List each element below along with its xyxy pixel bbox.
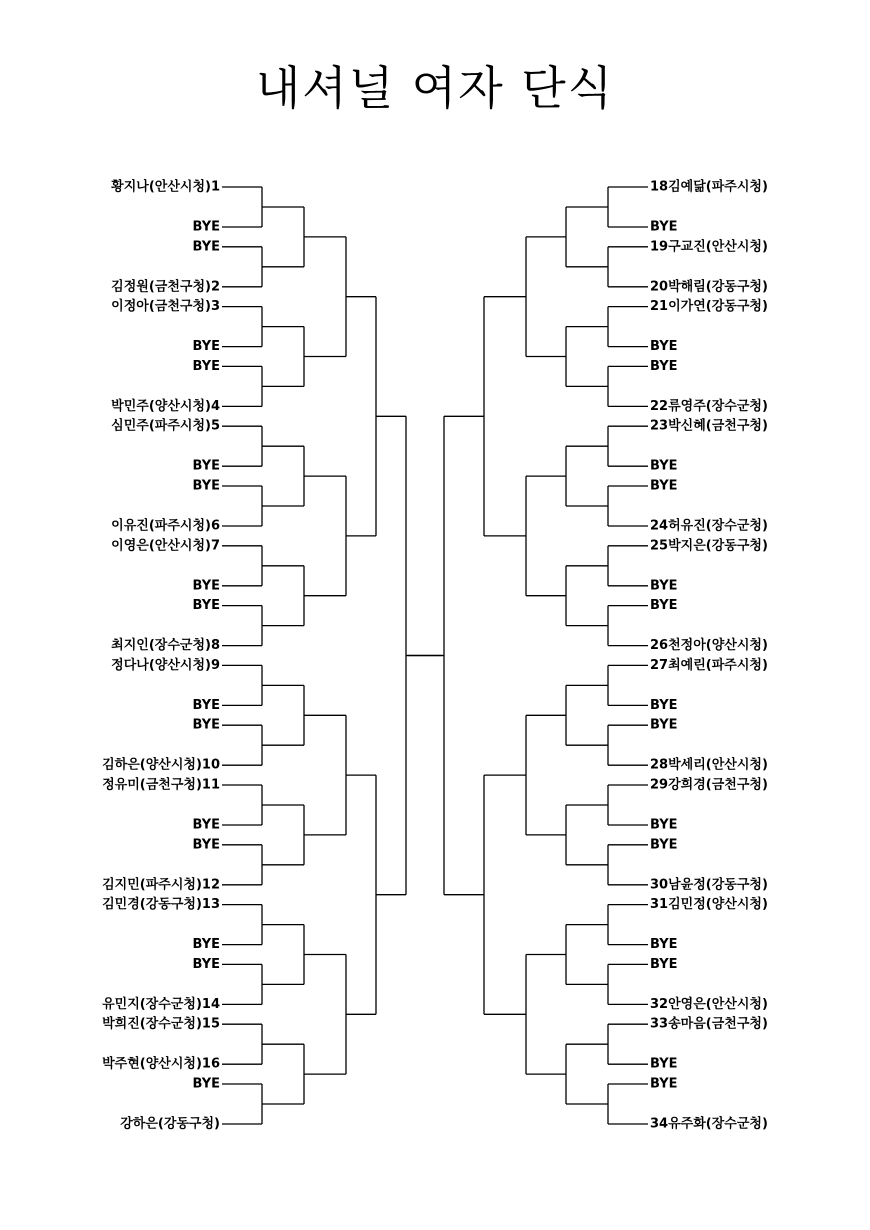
player-label-left: BYE <box>192 956 220 972</box>
player-label-right: 20박해림(강동구청) <box>650 279 768 295</box>
player-label-left: 정다나(양산시청)9 <box>111 657 220 673</box>
player-label-right: 27최예린(파주시청) <box>650 657 768 673</box>
player-label-left: BYE <box>192 578 220 594</box>
player-label-left: 유민지(장수군청)14 <box>102 996 220 1012</box>
player-label-right: 19구교진(안산시청) <box>650 239 768 255</box>
player-label-left: 심민주(파주시청)5 <box>111 418 220 434</box>
player-label-left: BYE <box>192 219 220 235</box>
player-label-right: BYE <box>650 1056 678 1072</box>
player-label-right: BYE <box>650 478 678 494</box>
player-label-left: BYE <box>192 1076 220 1092</box>
player-label-right: 22류영주(장수군청) <box>650 398 768 414</box>
player-label-left: BYE <box>192 478 220 494</box>
player-label-right: 24허유진(장수군청) <box>650 518 768 534</box>
bracket-lines <box>222 187 648 1124</box>
player-label-right: 23박신혜(금천구청) <box>650 418 768 434</box>
page-title: 내셔널 여자 단식 <box>255 61 615 115</box>
player-label-left: 최지인(장수군청)8 <box>111 638 220 654</box>
player-label-left: BYE <box>192 458 220 474</box>
player-label-left: 박민주(양산시청)4 <box>111 398 220 414</box>
player-label-left: BYE <box>192 837 220 853</box>
player-label-right: 25박지은(강동구청) <box>650 538 768 554</box>
player-label-left: BYE <box>192 817 220 833</box>
player-label-right: 18김예닮(파주시청) <box>650 179 768 195</box>
player-label-right: BYE <box>650 937 678 953</box>
player-label-right: 32안영은(안산시청) <box>650 996 768 1012</box>
player-label-right: 34유주화(장수군청) <box>650 1116 768 1132</box>
player-label-left: BYE <box>192 358 220 374</box>
player-label-left: BYE <box>192 717 220 733</box>
player-label-right: BYE <box>650 837 678 853</box>
player-label-left: BYE <box>192 339 220 355</box>
player-label-left: BYE <box>192 598 220 614</box>
player-label-right: BYE <box>650 598 678 614</box>
player-label-right: BYE <box>650 578 678 594</box>
player-label-right: 29강희경(금천구청) <box>650 777 768 793</box>
player-label-left: 김하은(양산시청)10 <box>102 757 220 773</box>
player-label-left: 이영은(안산시청)7 <box>111 538 220 554</box>
player-label-right: BYE <box>650 956 678 972</box>
player-label-left: 김지민(파주시청)12 <box>102 877 220 893</box>
player-label-right: BYE <box>650 817 678 833</box>
player-label-left: 김민경(강동구청)13 <box>102 897 220 913</box>
player-label-right: 33송마음(금천구청) <box>650 1016 768 1032</box>
player-label-left: 김정원(금천구청)2 <box>111 279 220 295</box>
player-label-left: 정유미(금천구청)11 <box>102 777 220 793</box>
player-label-left: 황지나(안산시청)1 <box>111 179 220 195</box>
player-label-right: BYE <box>650 339 678 355</box>
player-label-right: BYE <box>650 458 678 474</box>
player-label-left: BYE <box>192 239 220 255</box>
player-label-right: 30남윤정(강동구청) <box>650 877 768 893</box>
player-label-right: BYE <box>650 358 678 374</box>
player-label-right: 26천정아(양산시청) <box>650 638 768 654</box>
player-label-left: 이유진(파주시청)6 <box>111 518 220 534</box>
player-label-left: BYE <box>192 697 220 713</box>
player-label-right: 31김민정(양산시청) <box>650 897 768 913</box>
player-label-right: BYE <box>650 697 678 713</box>
player-label-right: 28박세리(안산시청) <box>650 757 768 773</box>
player-label-left: 이정아(금천구청)3 <box>111 299 220 315</box>
player-label-left: 박희진(장수군청)15 <box>102 1016 220 1032</box>
player-label-left: BYE <box>192 937 220 953</box>
player-label-left: 강하은(강동구청) <box>120 1116 220 1132</box>
player-label-right: 21이가연(강동구청) <box>650 299 768 315</box>
player-label-right: BYE <box>650 1076 678 1092</box>
player-label-right: BYE <box>650 219 678 235</box>
player-label-left: 박주현(양산시청)16 <box>102 1056 220 1072</box>
player-label-right: BYE <box>650 717 678 733</box>
